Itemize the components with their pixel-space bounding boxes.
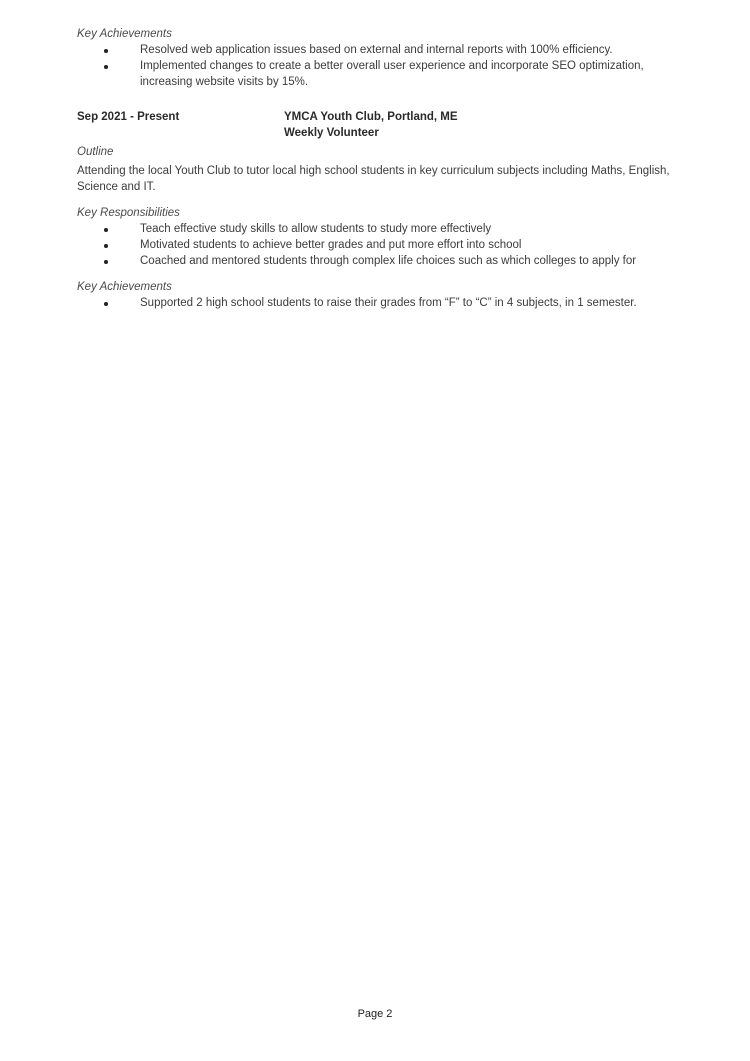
entry-org-block	[284, 109, 458, 141]
responsibilities-heading: Key Responsibilities	[77, 207, 180, 219]
previous-achievements-list	[77, 42, 677, 90]
list-item: Teach effective study skills to allow students to study more effectively	[77, 221, 677, 237]
entry-dates: Sep 2021 - Present	[77, 111, 180, 123]
list-item: Supported 2 high school students to raise their grades from “F” to “C” in 4 subjects, in 1 semester.	[77, 295, 677, 311]
previous-achievements-heading: Key Achievements	[77, 28, 172, 40]
outline-text: Attending the local Youth Club to tutor local high school students in key curriculum subjects including Maths, English, Science and IT.	[77, 165, 670, 193]
entry-job-title: Weekly Volunteer	[284, 127, 379, 139]
list-item: Implemented changes to create a better overall user experience and incorporate SEO optimization, increasing website visits by 15%.	[77, 58, 677, 90]
volunteer-achievements-heading: Key Achievements	[77, 281, 172, 293]
list-item: Motivated students to achieve better grades and put more effort into school	[77, 237, 677, 253]
resume-page	[77, 26, 677, 311]
outline-heading: Outline	[77, 146, 114, 158]
responsibilities-list	[77, 221, 677, 269]
page-number: Page 2	[357, 1008, 393, 1020]
entry-organization: YMCA Youth Club, Portland, ME	[284, 111, 458, 123]
volunteer-achievements-list	[77, 295, 677, 311]
volunteer-entry-header	[77, 109, 677, 141]
list-item: Coached and mentored students through complex life choices such as which colleges to apply for	[77, 253, 677, 269]
list-item: Resolved web application issues based on external and internal reports with 100% efficiency.	[77, 42, 677, 58]
